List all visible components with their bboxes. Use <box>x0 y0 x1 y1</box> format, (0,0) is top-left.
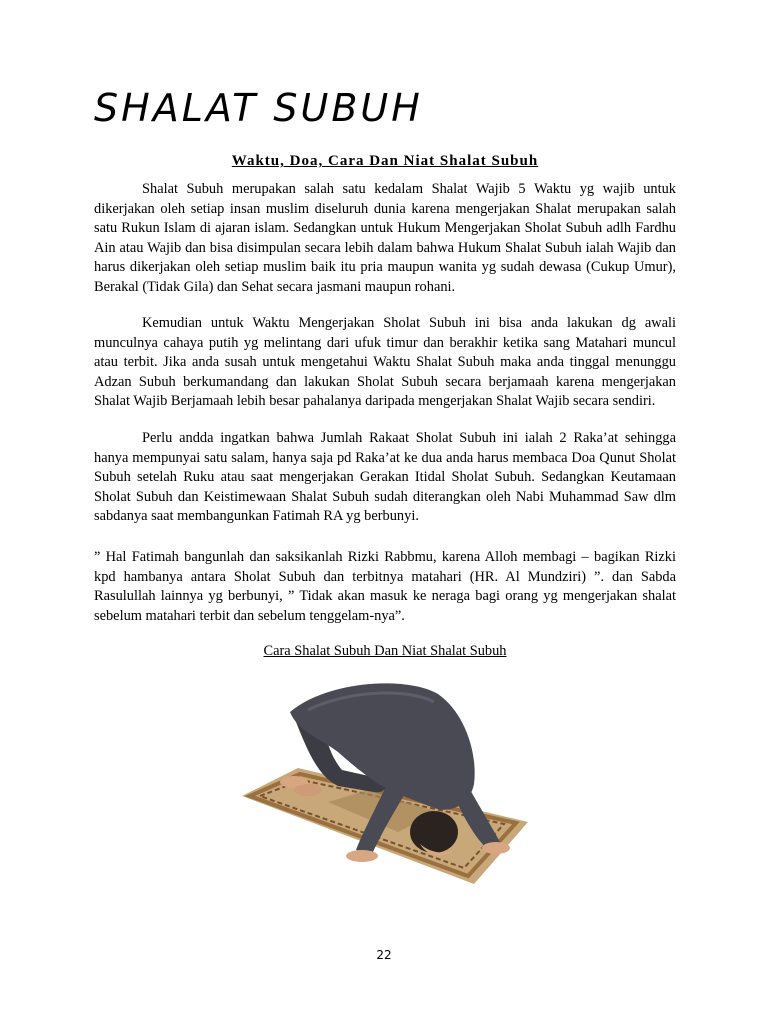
right-hand <box>482 842 510 854</box>
left-hand <box>346 850 378 862</box>
paragraph-3: Perlu andda ingatkan bahwa Jumlah Rakaat Sholat Subuh ini ialah 2 Raka’at sehingga hanya mempunyai satu salam, hanya saja pd Raka’at ke dua anda harus membaca Doa Qunut Sholat Subuh setelah Ruku atau saat mengerjakan Gerakan Itidal Sholat Subuh. Sedangkan Keutamaan Sholat Subuh dan Keistimewaan Shalat Subuh sudah diterangkan oleh Nabi Muhammad Saw dlm sabdanya saat membangunkan Fatimah RA yg berbunyi. <box>94 430 676 525</box>
head <box>410 811 458 853</box>
page-number: 22 <box>376 948 392 962</box>
prostration-photo <box>238 672 530 889</box>
section-subtitle: Waktu, Doa, Cara Dan Niat Shalat Subuh <box>231 153 539 169</box>
paragraph-1: Shalat Subuh merupakan salah satu kedalam Shalat Wajib 5 Waktu yg wajib untuk dikerjakan oleh setiap insan muslim diseluruh dunia karena mengerjakan Shalat merupakan salah satu Rukun Islam di ajaran islam. Sedangkan untuk Hukum Mengerjakan Sholat Subuh adlh Fardhu Ain atau Wajib dan bisa disimpulan secara lebih dalam bahwa Hukum Shalat Subuh ialah Wajib dan harus dikerjakan oleh setiap muslim baik itu pria maupun wanita yg sudah dewasa (Cukup Umur), Berakal (Tidak Gila) dan Sehat secara jasmani maupun rohani. <box>94 181 676 295</box>
man-in-sujud-illustration <box>238 672 530 889</box>
paragraph-4: ” Hal Fatimah bangunlah dan saksikanlah Rizki Rabbmu, karena Alloh membagi – bagikan Rizki kpd hambanya antara Sholat Subuh dan terbitnya matahari (HR. Al Mundziri) ”. dan Sabda Rasulullah lainnya yg berbunyi, ” Tidak akan masuk ke neraga bagi orang yg mengerjakan shalat sebelum matahari terbit dan sebelum tenggelam-nya”. <box>94 549 676 624</box>
page-title: SHALAT SUBUH <box>94 86 423 130</box>
paragraph-2: Kemudian untuk Waktu Mengerjakan Sholat Subuh ini bisa anda lakukan dg awali munculnya cahaya putih yg melintang dari ufuk timur dan berakhir ketika sang Matahari muncul atau terbit. Jika anda susah untuk mengetahui Waktu Shalat Subuh maka anda tinggal menunggu Adzan Subuh berkumandang dan lakukan Sholat Subuh secara berjamaah karena mengerjakan Shalat Wajib Berjamaah lebih besar pahalanya daripada mengerjakan Shalat Wajib secara sendiri. <box>94 315 676 410</box>
image-caption: Cara Shalat Subuh Dan Niat Shalat Subuh <box>263 643 507 659</box>
